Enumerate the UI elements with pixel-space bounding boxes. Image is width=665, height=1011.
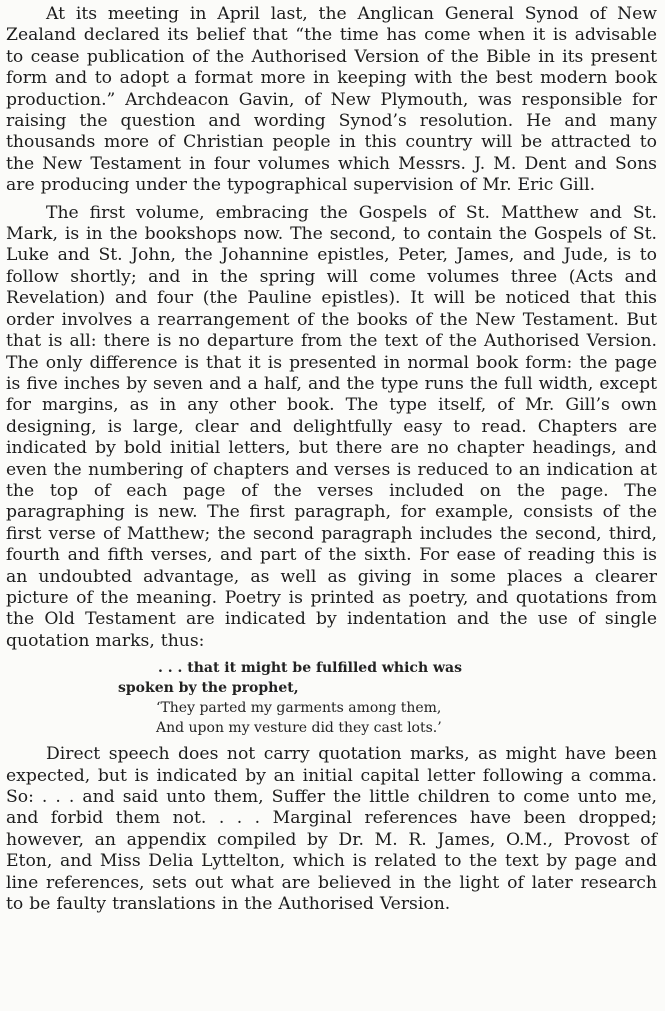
scripture-quotation (6, 658, 657, 738)
quotation-line: . . . that it might be fulfilled which was (158, 660, 463, 677)
paragraph-synod: At its meeting in April last, the Anglican General Synod of New Zealand declared its belief that “the time has come when it is advisable to cease publication of the Authorised Version of the Bible in its present form and to adopt a format more in keeping with the best modern book production.” Archdeacon Gavin, of New Plymouth, was responsible for raising the question and wording Synod’s resolution. He and many thousands more of Christian people in this country will be attracted to the New Testament in four volumes which Messrs. J. M. Dent and Sons are producing under the typographical supervision of Mr. Eric Gill. (6, 4, 657, 196)
quotation-line: spoken by the prophet, (118, 680, 299, 697)
quotation-line: And upon my vesture did they cast lots.’ (156, 720, 442, 737)
paragraph-first-volume: The first volume, embracing the Gospels of St. Matthew and St. Mark, is in the bookshops now. The second, to contain the Gospels of St. Luke and St. John, the Johannine epistles, Peter, James, and Jude, is to follow shortly; and in the spring will come volumes three (Acts and Revelation) and four (the Pauline epistles). It will be noticed that this order involves a rearrangement of the books of the New Testament. But that is all: there is no departure from the text of the Authorised Version. The only difference is that it is presented in normal book form: the page is five inches by seven and a half, and the type runs the full width, except for margins, as in any other book. The type itself, of Mr. Gill’s own designing, is large, clear and delightfully easy to read. Chapters are indicated by bold initial letters, but there are no chapter headings, and even the numbering of chapters and verses is reduced to an indication at the top of each page of the verses included on the page. The paragraphing is new. The first paragraph, for example, consists of the first verse of Matthew; the second paragraph includes the second, third, fourth and fifth verses, and part of the sixth. For ease of reading this is an undoubted advantage, as well as giving in some places a clearer picture of the meaning. Poetry is printed as poetry, and quotations from the Old Testament are indicated by indentation and the use of single quotation marks, thus: (6, 202, 657, 651)
quotation-line: ‘They parted my garments among them, (156, 700, 442, 717)
paragraph-direct-speech: Direct speech does not carry quotation marks, as might have been expected, but is indicated by an initial capital letter following a comma. So: . . . and said unto them, Suffer the little children to come unto me, and forbid them not. . . . Marginal references have been dropped; however, an appendix compiled by Dr. M. R. James, O.M., Provost of Eton, and Miss Delia Lyttelton, which is related to the text by page and line references, sets out what are believed in the light of later research to be faulty translations in the Authorised Version. (6, 744, 657, 915)
